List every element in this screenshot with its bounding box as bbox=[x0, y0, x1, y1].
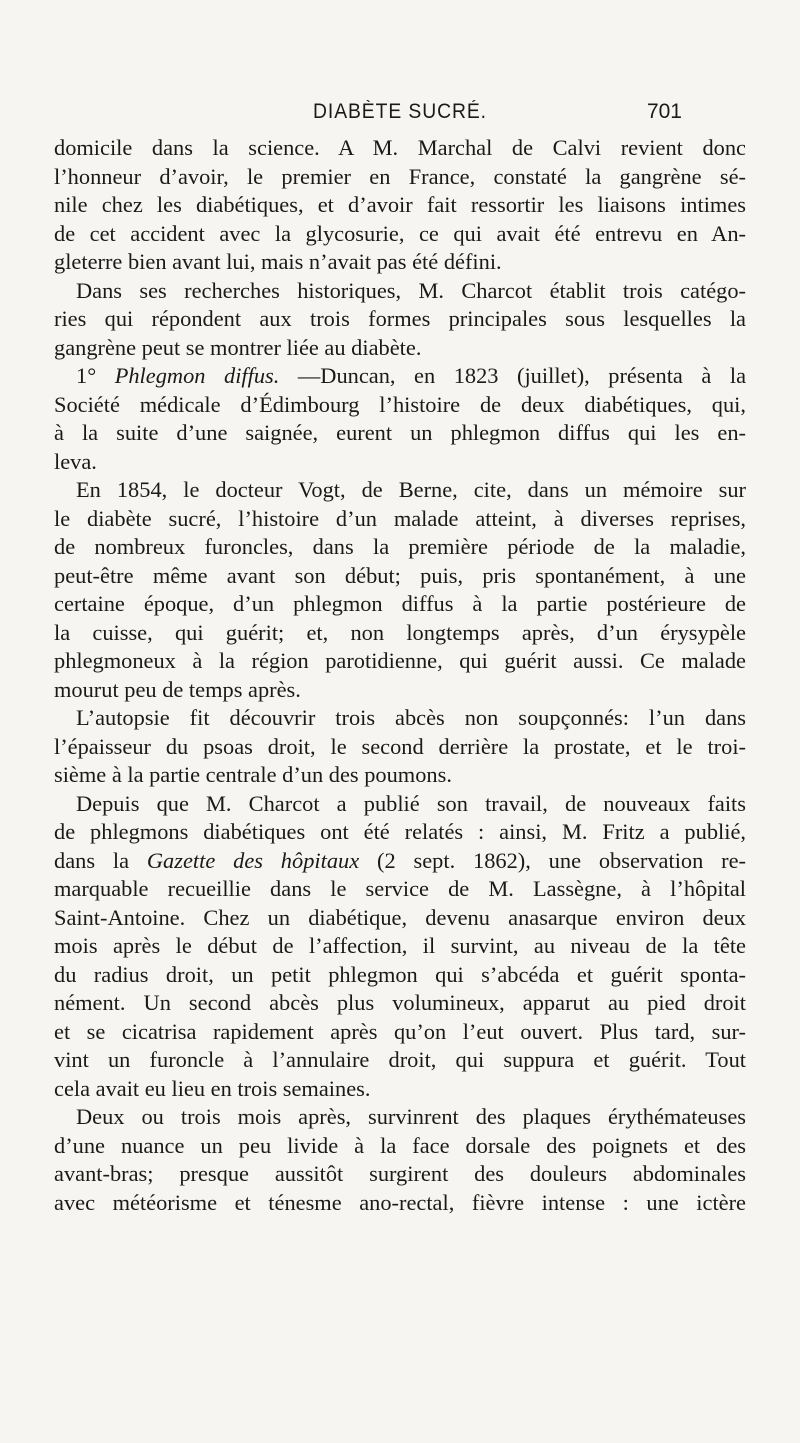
page-number: 701 bbox=[646, 100, 682, 123]
line-text: d’une nuance un peu livide à la face dorsale des poignets et des bbox=[54, 1132, 746, 1158]
text-line bbox=[54, 932, 746, 961]
line-text: phlegmoneux à la région parotidienne, qui guérit aussi. Ce malade bbox=[54, 648, 746, 673]
line-text: gangrène peut se montrer liée au diabète. bbox=[54, 334, 422, 360]
text-line bbox=[54, 362, 746, 391]
text-line bbox=[54, 704, 746, 733]
line-text: (2 sept. 1862), une observation re- bbox=[359, 847, 746, 873]
line-text: —Duncan, en 1823 (juillet), présenta à la bbox=[279, 363, 746, 388]
text-line bbox=[54, 647, 746, 676]
line-text: la cuisse, qui guérit; et, non longtemps après, d’un érysypèle bbox=[54, 619, 746, 645]
line-text: à la suite d’une saignée, eurent un phlegmon diffus qui les en- bbox=[54, 420, 746, 445]
text-line bbox=[54, 847, 746, 876]
line-text: mois après le début de l’affection, il survint, au niveau de la tête bbox=[54, 933, 746, 958]
text-line bbox=[54, 818, 746, 847]
line-text: Saint-Antoine. Chez un diabétique, devenu anasarque environ deux bbox=[54, 904, 746, 930]
text-line bbox=[54, 904, 746, 933]
text-line bbox=[54, 334, 746, 363]
text-line bbox=[54, 676, 746, 705]
line-text: Dans ses recherches historiques, M. Charcot établit trois catégo- bbox=[76, 277, 746, 303]
text-line bbox=[54, 277, 746, 306]
text-line bbox=[54, 476, 746, 505]
text-line bbox=[54, 505, 746, 534]
text-line bbox=[54, 790, 746, 819]
line-text: Deux ou trois mois après, survinrent des plaques érythémateuses bbox=[76, 1104, 746, 1129]
line-text: mourut peu de temps après. bbox=[54, 676, 301, 702]
text-line bbox=[54, 1018, 746, 1047]
text-line bbox=[54, 961, 746, 990]
line-text: l’honneur d’avoir, le premier en France, constaté la gangrène sé- bbox=[54, 163, 746, 189]
line-text: certaine époque, d’un phlegmon diffus à la partie postérieure de bbox=[54, 591, 746, 616]
text-line bbox=[54, 619, 746, 648]
line-text: gleterre bien avant lui, mais n’avait pas été défini. bbox=[54, 249, 502, 274]
line-text: et se cicatrisa rapidement après qu’on l’eut ouvert. Plus tard, sur- bbox=[54, 1018, 746, 1044]
text-line bbox=[54, 419, 746, 448]
line-prefix: 1° bbox=[76, 363, 115, 388]
text-line bbox=[54, 733, 746, 762]
line-text: de phlegmons diabétiques ont été relatés : ainsi, M. Fritz a publié, bbox=[54, 819, 746, 844]
text-line bbox=[54, 134, 746, 163]
text-line bbox=[54, 248, 746, 277]
line-text: nément. Un second abcès plus volumineux, apparut au pied droit bbox=[54, 990, 746, 1015]
running-title: DIABÈTE SUCRÉ. bbox=[313, 100, 487, 123]
line-text: domicile dans la science. A M. Marchal de Calvi revient donc bbox=[54, 135, 746, 160]
line-text: avant-bras; presque aussitôt surgirent des douleurs abdominales bbox=[54, 1161, 746, 1186]
text-line bbox=[54, 761, 746, 790]
line-text: Société médicale d’Édimbourg l’histoire de deux diabétiques, qui, bbox=[54, 391, 746, 417]
text-line bbox=[54, 191, 746, 220]
line-prefix: dans la bbox=[54, 847, 147, 873]
italic-text: Gazette des hôpitaux bbox=[146, 847, 360, 873]
text-line bbox=[54, 875, 746, 904]
line-text: En 1854, le docteur Vogt, de Berne, cite, dans un mémoire sur bbox=[76, 477, 746, 502]
page-header bbox=[0, 100, 800, 134]
text-line bbox=[54, 1132, 746, 1161]
line-text: leva. bbox=[54, 448, 97, 474]
text-line bbox=[54, 1160, 746, 1189]
line-text: le diabète sucré, l’histoire d’un malade atteint, à diverses reprises, bbox=[54, 505, 746, 531]
line-text: ries qui répondent aux trois formes principales sous lesquelles la bbox=[54, 306, 746, 331]
line-text: peut-être même avant son début; puis, pris spontanément, à une bbox=[54, 562, 746, 588]
line-text: sième à la partie centrale d’un des poumons. bbox=[54, 762, 452, 787]
line-text: vint un furoncle à l’annulaire droit, qui suppura et guérit. Tout bbox=[54, 1047, 746, 1072]
text-line bbox=[54, 220, 746, 249]
line-text: du radius droit, un petit phlegmon qui s’abcéda et guérit sponta- bbox=[54, 961, 746, 987]
line-text: de cet accident avec la glycosurie, ce qui avait été entrevu en An- bbox=[54, 220, 746, 246]
text-line bbox=[54, 1103, 746, 1132]
text-line bbox=[54, 533, 746, 562]
line-text: de nombreux furoncles, dans la première période de la maladie, bbox=[54, 534, 746, 559]
text-line bbox=[54, 1075, 746, 1104]
italic-text: Phlegmon diffus. bbox=[114, 363, 280, 388]
text-line bbox=[54, 562, 746, 591]
text-line bbox=[54, 391, 746, 420]
line-text: L’autopsie fit découvrir trois abcès non soupçonnés: l’un dans bbox=[76, 705, 746, 730]
text-line bbox=[54, 305, 746, 334]
text-line bbox=[54, 448, 746, 477]
line-text: Depuis que M. Charcot a publié son travail, de nouveaux faits bbox=[76, 790, 746, 816]
text-line bbox=[54, 989, 746, 1018]
text-line bbox=[54, 1189, 746, 1218]
line-text: l’épaisseur du psoas droit, le second derrière la prostate, et le troi- bbox=[54, 733, 746, 759]
line-text: nile chez les diabétiques, et d’avoir fait ressortir les liaisons intimes bbox=[54, 192, 746, 217]
line-text: avec météorisme et ténesme ano-rectal, fièvre intense : une ictère bbox=[54, 1189, 746, 1215]
text-line bbox=[54, 590, 746, 619]
line-text: marquable recueillie dans le service de M. Lassègne, à l’hôpital bbox=[54, 876, 746, 901]
text-line bbox=[54, 1046, 746, 1075]
body-text bbox=[54, 134, 746, 1217]
text-line bbox=[54, 163, 746, 192]
line-text: cela avait eu lieu en trois semaines. bbox=[54, 1075, 371, 1101]
